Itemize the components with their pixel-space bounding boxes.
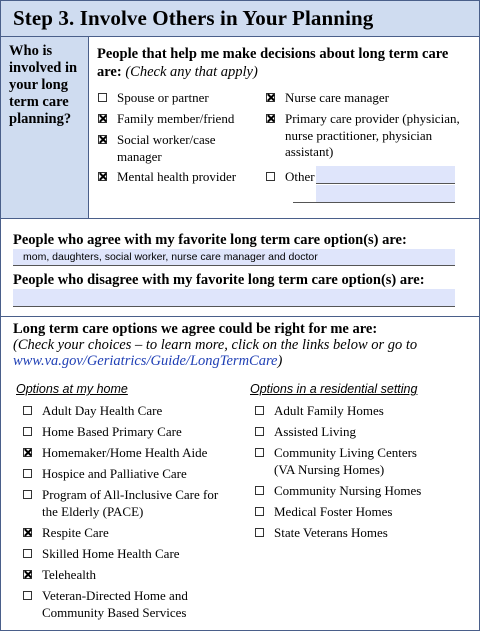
option-spouse[interactable]: [98, 90, 263, 107]
option-label: Community Nursing Homes: [274, 483, 422, 498]
home-item-respite[interactable]: [23, 525, 233, 542]
checkbox[interactable]: [23, 427, 32, 436]
checkbox-checked[interactable]: [23, 528, 32, 537]
question-hint: (Check any that apply): [125, 64, 258, 80]
option-label: Skilled Home Health Care: [42, 546, 180, 561]
checkbox-checked[interactable]: [98, 135, 107, 144]
option-label: Veteran-Directed Home and Community Based Services: [42, 588, 188, 620]
residential-item-medical-foster[interactable]: [255, 504, 455, 521]
agree-label: People who agree with my favorite long term care option(s) are:: [13, 232, 407, 248]
home-item-telehealth[interactable]: [23, 567, 233, 584]
other-underline: [293, 202, 455, 203]
option-label: Other: [285, 169, 315, 184]
option-label: Spouse or partner: [117, 90, 209, 105]
side-label: Who is involved in your long term care planning?: [9, 43, 78, 127]
option-label: Primary care provider (physician, nurse practitioner, physician assistant): [285, 111, 460, 159]
guide-link[interactable]: www.va.gov/Geriatrics/Guide/LongTermCare: [13, 353, 278, 369]
checkbox[interactable]: [255, 486, 264, 495]
involved-section: [1, 37, 479, 219]
home-item-veteran-directed[interactable]: [23, 588, 203, 621]
checkbox-checked[interactable]: [23, 448, 32, 457]
checkbox[interactable]: [23, 549, 32, 558]
option-label: Community Living Centers (VA Nursing Homes): [274, 445, 417, 477]
option-label: Respite Care: [42, 525, 109, 540]
checkbox[interactable]: [98, 93, 107, 102]
step-header: [1, 1, 479, 37]
checkbox-checked[interactable]: [98, 172, 107, 181]
disagree-label: People who disagree with my favorite long term care option(s) are:: [13, 272, 425, 288]
residential-item-assisted-living[interactable]: [255, 424, 455, 441]
checkbox[interactable]: [255, 406, 264, 415]
subtitle-end: ): [277, 353, 283, 369]
option-label: State Veterans Homes: [274, 525, 388, 540]
checkbox-checked[interactable]: [266, 114, 275, 123]
option-label: Homemaker/Home Health Aide: [42, 445, 208, 460]
option-mental-health[interactable]: [98, 169, 263, 186]
other-input-line-2[interactable]: [316, 185, 455, 203]
option-label: Nurse care manager: [285, 90, 389, 105]
checkbox[interactable]: [23, 591, 32, 600]
home-item-home-based-primary[interactable]: [23, 424, 233, 441]
checkbox[interactable]: [255, 448, 264, 457]
residential-item-adult-family[interactable]: [255, 403, 455, 420]
home-item-hospice[interactable]: [23, 466, 233, 483]
option-label: Social worker/case manager: [117, 132, 216, 164]
subtitle-text: (Check your choices – to learn more, click on the links below or go to: [13, 337, 418, 353]
residential-item-community-nursing[interactable]: [255, 483, 455, 500]
checkbox[interactable]: [255, 427, 264, 436]
checkbox-checked[interactable]: [266, 93, 275, 102]
option-family[interactable]: [98, 111, 263, 128]
home-item-adult-day[interactable]: [23, 403, 233, 420]
residential-options-heading: Options in a residential setting: [250, 382, 418, 396]
option-nurse-care-manager[interactable]: [266, 90, 466, 107]
agree-value: mom, daughters, social worker, nurse care manager and doctor: [23, 251, 318, 263]
option-primary-care[interactable]: [266, 111, 466, 161]
option-label: Assisted Living: [274, 424, 356, 439]
checkbox-checked[interactable]: [23, 570, 32, 579]
checkbox[interactable]: [255, 507, 264, 516]
agree-input[interactable]: [13, 249, 455, 266]
side-label-panel: [1, 37, 89, 218]
option-social-worker[interactable]: [98, 132, 236, 165]
question-text: People that help me make decisions about long term care are:: [97, 46, 449, 80]
option-label: Medical Foster Homes: [274, 504, 393, 519]
agreement-section: [1, 219, 479, 317]
home-options-heading: Options at my home: [16, 382, 128, 396]
option-label: Hospice and Palliative Care: [42, 466, 187, 481]
checkbox[interactable]: [255, 528, 264, 537]
care-options-section: [1, 317, 479, 630]
residential-item-state-veterans[interactable]: [255, 525, 455, 542]
decision-makers-question: [97, 45, 467, 81]
option-label: Adult Family Homes: [274, 403, 384, 418]
checkbox-checked[interactable]: [98, 114, 107, 123]
checkbox[interactable]: [23, 490, 32, 499]
home-item-skilled-home-health[interactable]: [23, 546, 233, 563]
home-item-pace[interactable]: [23, 487, 233, 520]
step-title: Step 3. Involve Others in Your Planning: [13, 6, 374, 30]
checkbox[interactable]: [23, 469, 32, 478]
checkbox[interactable]: [23, 406, 32, 415]
option-label: Home Based Primary Care: [42, 424, 182, 439]
residential-item-community-living[interactable]: [255, 445, 430, 478]
care-options-subtitle: [13, 337, 473, 369]
disagree-input[interactable]: [13, 289, 455, 307]
option-label: Telehealth: [42, 567, 96, 582]
option-label: Adult Day Health Care: [42, 403, 163, 418]
option-label: Family member/friend: [117, 111, 235, 126]
checkbox[interactable]: [266, 172, 275, 181]
care-options-title: Long term care options we agree could be right for me are:: [13, 321, 378, 337]
other-input-line-1[interactable]: [316, 166, 455, 184]
home-item-homemaker[interactable]: [23, 445, 233, 462]
option-label: Mental health provider: [117, 169, 237, 184]
option-label: Program of All-Inclusive Care for the Elderly (PACE): [42, 487, 219, 519]
